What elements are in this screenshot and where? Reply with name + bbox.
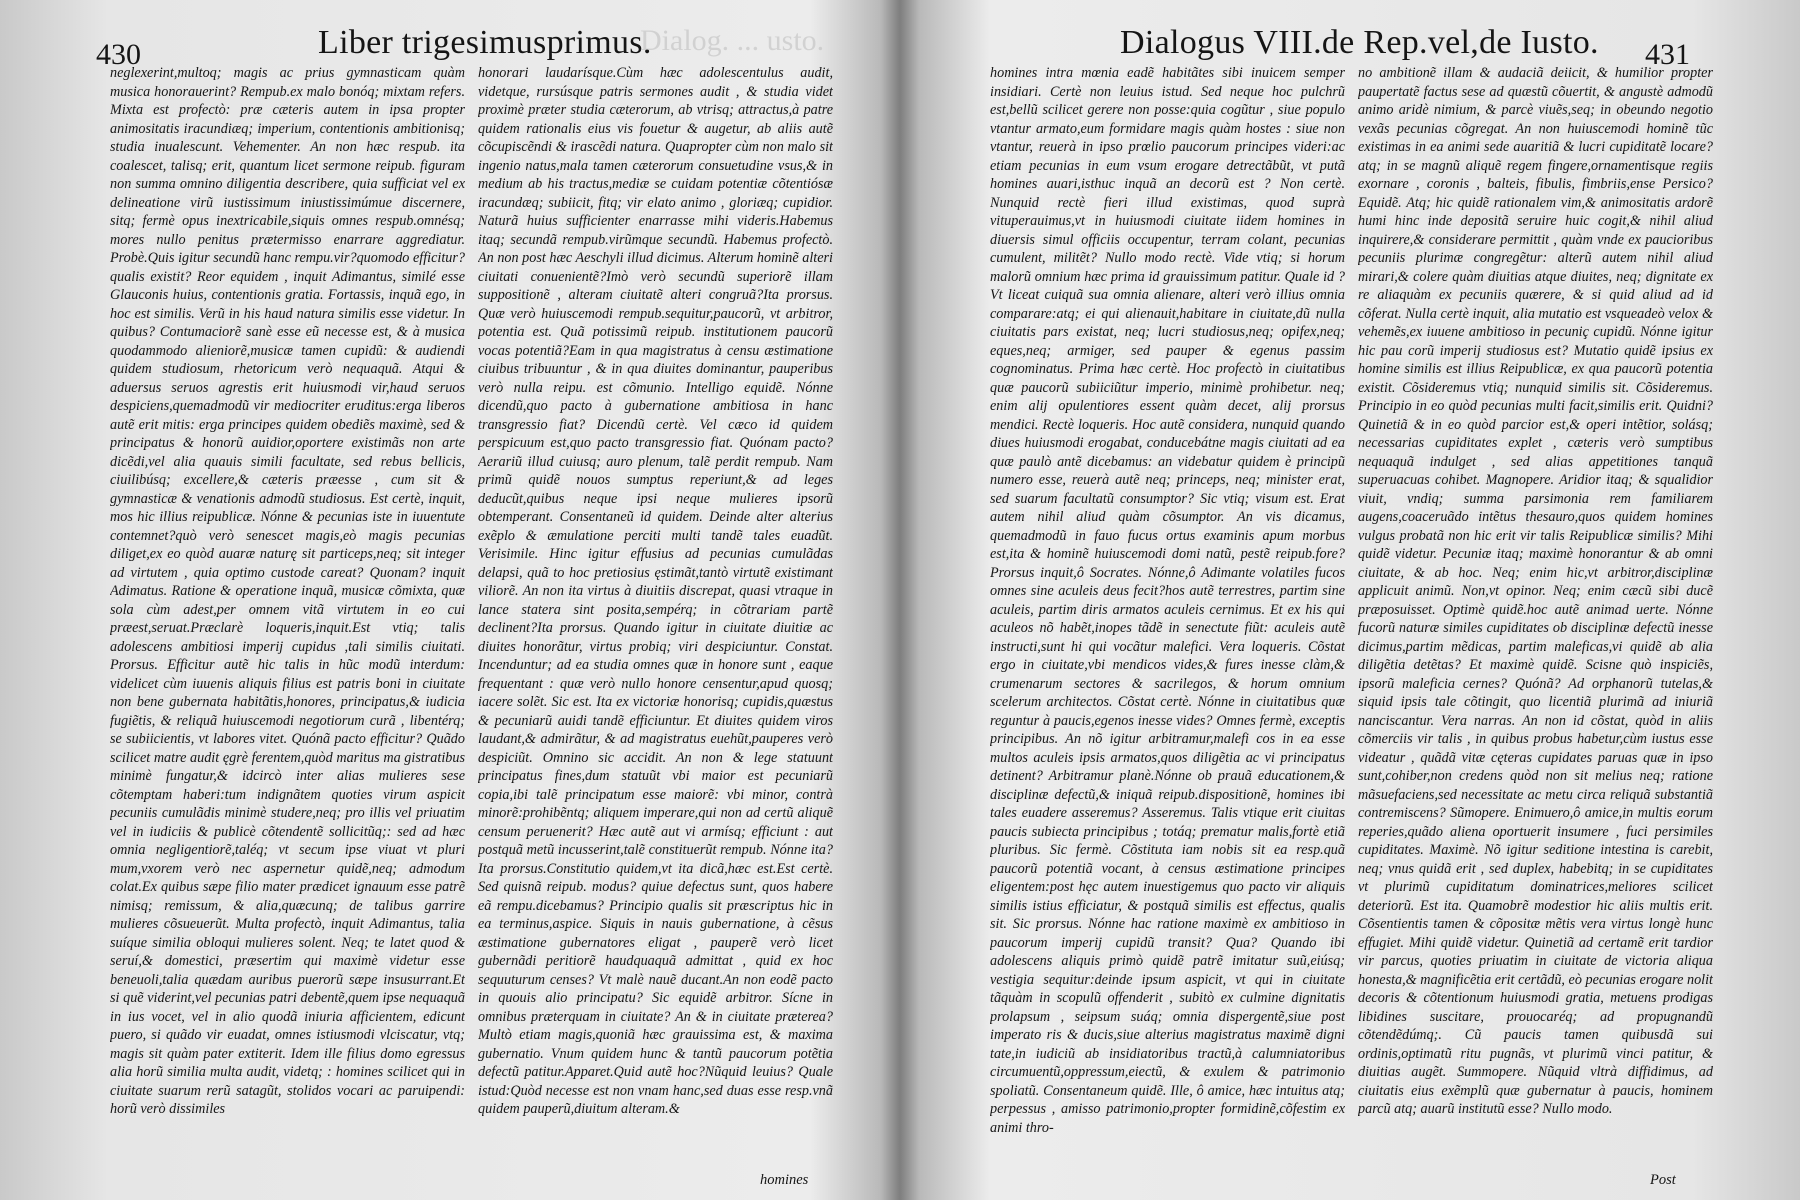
- left-page: [0, 0, 890, 1200]
- left-page-number: 430: [96, 38, 141, 71]
- left-page-column-2: honorari laudarísque.Cùm hæc adolescentulus audit, videtque, rursúsque patris sermones audit , & studia videt proximè præter studia cæterorum, ab vtrisq; attractus,à patre quidem rationalis eius vis fouetur & augetur, ab aliis autẽ cõcupiscẽndi & irascẽdi natura. Quapropter cùm non malo sit ingenio natus,mala tamen cæterorum consuetudine vsus,& in medium ab his tractus,mediæ se cuidam potentiæ cõtentiósæ iracundæq; subiicit, fitq; vir elato animo , gloriæq; cupidior. Naturã huius sufficienter enarrasse mihi videris.Habemus itaq; secundã rempub.virũmque secundũ. Habemus profectò. An non post hæc Aeschyli illud dicimus. Alterum hominẽ alteri ciuitati conuenientẽ?Imò verò secundũ superiorẽ illam suppositionẽ , alteram ciuitatẽ alteri congruã?Ita prorsus. Quæ verò huiuscemodi rempub.sequitur,paucorũ, vt arbitror, potentia est. Quã potissimũ reipub. institutionem paucorũ vocas potentiã?Eam in qua magistratus à censu æstimatione ciuibus tribuuntur , & in qua diuites dominantur, pauperibus verò nulla reipu. est cõmunio. Intelligo equidẽ. Nónne dicendũ,quo pacto à gubernatione ambitiosa in hanc transgressio fiat? Dicendũ certè. Vel cæco id quidem perspicuum est,quo pacto transgressio fiat. Quónam pacto?Aerariũ illud cuiusq; auro plenum, talẽ perdit rempub. Nam primũ quidẽ nouos sumptus reperiunt,& ad leges deducũt,quibus neque ipsi neque mulieres ipsorũ obtemperant. Consentaneũ id quidem. Deinde alter alterius exẽplo & æmulatione perciti multi tandẽ tales euadũt. Verisimile. Hinc igitur effusius ad pecunias cumulãdas delapsi, quã to hoc pretiosius ęstimãt,tantò virtutẽ existimant viliorẽ. An non ita virtus à diuitiis discrepat, quasi vtraque in lance statera sint posita,sempérq; in cõtrariam partẽ declinent?Ita prorsus. Quando igitur in ciuitate diuitiæ ac diuites honorãtur, virtus probiq; viri despiciuntur. Constat. Incenduntur; ad ea studia omnes quæ in honore sunt , eaque frequentant : quæ verò nullo honore censentur,apud quosq; iacere solẽt. Sic est. Ita ex victoriæ honorisq; cupidis,quæstus & pecuniarũ auidi tandẽ efficiuntur. Et diuites quidem viros laudant,& admirãtur, & ad magistratus euehũt,pauperes verò despiciũt. Omnino sic accidit. An non & lege statuunt principatus fines,dum statuũt vbi maior est pecuniarũ copia,ibi talẽ principatum esse maiorẽ: vbi minor, contrà minorẽ:prohibẽntq; aliquem imperare,qui non ad certũ aliquẽ censum peruenerit? Hæc autẽ aut vi armísq; efficiunt : aut postquã metũ incusserint,talẽ constituerũt rempub. Nónne ita?Ita prorsus.Constitutio quidem,vt ita dicã,hæc est.Est certè. Sed quisnã reipub. modus? quiue defectus sunt, quos habere eã rempu.dicebamus? Principio qualis sit præscriptus hic in ea terminus,aspice. Siquis in nauis gubernatione, à cẽsus æstimatione gubernatores eligat , pauperẽ verò licet gubernãdi peritiorẽ haudquaquã admittat , quid ex hoc sequuturum censes? Vt malè nauẽ ducant.An non eodẽ pacto in quouis alio principatu? Sic equidẽ arbitror. Sícne in omnibus præterquam in ciuitate? An & in ciuitate præterea? Multò etiam magis,quoniã hæc grauissima est, & maxima gubernatio. Vnum quidem hunc & tantũ paucorum potẽtia defectũ patitur.Apparet.Quid autẽ hoc?Nũquid leuius? Quale istud:Quòd necesse est non vnam hanc,sed duas esse resp.vnã quidem pauperũ,diuitum alteram.&: [478, 65, 833, 1117]
- right-running-head: Dialogus VIII.de Rep.vel,de Iusto.: [1120, 24, 1599, 61]
- left-running-head: Liber trigesimusprimus.: [318, 24, 652, 61]
- right-page-number: 431: [1645, 38, 1690, 71]
- right-page-column-1: homines intra mœnia eadẽ habitãtes sibi inuicem semper insidiari. Certè non leuius istud. Sed neque hoc pulchrũ est,bellũ scilicet gerere non posse:quia cogũtur , siue populo vtantur armato,eum formidare magis quàm hostes : siue non vtantur, reuerà in ipso prœlio paucorum principes videri:ac etiam pecunias in eum vsum erogare detrectãbũt, vt putã homines auari,isthuc inquã an decorũ est ? Non certè. Nunquid rectè fieri illud existimas, quod suprà vituperauimus,vt in huiusmodi ciuitate iidem homines in diuersis simul officiis occupentur, terram colant, pecunias cumulent, militẽt? Nullo modo rectè. Vide vtiq; si horum malorũ omnium hæc prima id grauissimum patitur. Quale id ? Vt liceat cuiquã sua omnia alienare, alteri verò illius omnia comparare:atq; ei qui alienauit,habitare in ciuitate,dũ nulla ciuitatis pars existat, neq; lucri studiosus,neq; opifex,neq; eques,neq; armiger, sed pauper & egenus passim cognominatus. Prima hæc certè. Hoc profectò in ciuitatibus quæ paucorũ subiiciũtur imperio, minimè prohibetur. neq; enim alij opulentiores essent quàm decet, alij prorsus mendici. Rectè loqueris. Hoc autẽ considera, nunquid quando diues huiusmodi erogabat, conducebátne magis ciuitati ad ea quæ paulò antẽ dicebamus: an videbatur quidem è principũ numero esse, reuerà autẽ neq; princeps, neq; minister erat, sed suarum facultatũ consumptor? Sic vtiq; visum est. Erat autem nihil aliud quàm cõsumptor. An vis dicamus, quemadmodũ in fauo fucus ortus examinis apum morbus est,ita & hominẽ huiuscemodi domi natũ, pestẽ reipub.fore? Prorsus inquit,ô Socrates. Nónne,ô Adimante volatiles fucos omnes sine aculeis deus fecit?hos autẽ terrestres, partim sine aculeis, partim diris armatos aculeis cernimus. Et ex his qui aculeos nõ habẽt,inopes tãdẽ in senectute fiũt: aculeis autẽ instructi,sunt hi qui vocãtur malefici. Vera loqueris. Cõstat ergo in ciuitate,vbi mendicos vides,& fures inesse clàm,& crumenarum sectores & sacrilegos, & horum omnium scelerum architectos. Cõstat certè. Nónne in ciuitatibus quæ reguntur à paucis,egenos inesse vides? Omnes fermè, exceptis principibus. An nõ igitur arbitramur,malefi cos in ea esse multos aculeis ipsis armatos,quos diligẽtia ac vi principatus detinent? Arbitramur planè.Nónne ob prauã educationem,& disciplinæ defectũ,& iniquã reipub.dispositionẽ, homines ibi tales euadere asseremus? Asseremus. Talis vtique erit ciuitas paucis subiecta principibus ; totáq; prematur malis,fortè etiã pluribus. Sic fermè. Cõstituta iam nobis sit ea resp.quã paucorũ potentiã vocant, à census æstimatione principes eligentem:post hęc autem inuestigemus quo pacto vir aliquis similis istius efficiatur, & postquã similis est effectus, qualis sit. Sic prorsus. Nónne hac ratione maximè ex ambitioso in paucorum imperij cupidũ transit? Qua? Quando ibi adolescens aliquis primò quidẽ patrẽ imitatur suũ,eiúsq; vestigia sequitur:deinde ipsum aspicit, vt qui in ciuitate tãquàm in scopulũ offenderit , subitò ex culmine dignitatis prolapsum , seipsum suáq; omnia dispergentẽ,siue post imperato ris & ducis,siue alterius magistratus maximẽ digni tate,in iudiciũ ab insidiatoribus tractũ,à calumniatoribus circumuentũ,oppressum,eiectũ, & exulem & patrimonio spoliatũ. Consentaneum quidẽ. Ille, ô amice, hæc intuitus atq; perpessus , amisso patrimonio,propter formidinẽ,cõfestim ex animi thro-: [990, 65, 1345, 1136]
- right-catchword: Post: [1650, 1172, 1676, 1188]
- left-show-through-head: Dialog. ... usto.: [640, 24, 825, 57]
- left-catchword: homines: [760, 1172, 809, 1188]
- right-page-column-2: no ambitionẽ illam & audaciã deiicit, & humilior propter paupertatẽ factus sese ad quæstũ cõuertit, & angustè admodũ animo aridè nimium, & parcè viuẽs,seq; in obeundo negotio vexãs pecunias cõgregat. An non huiuscemodi hominẽ tũc existimas in ea animi sede auaritiã & lucri cupiditatẽ locare? atq; in se magnũ aliquẽ regem fingere,ornamentisque regiis exornare , coronis , balteis, fibulis, fimbriis,ense Persico? Equidẽ. Atq; hic quidẽ rationalem vim,& animositatis ardorẽ humi hinc inde depositã seruire huic cogit,& nihil aliud inquirere,& considerare permittit , quàm vnde ex paucioribus pecuniis plurimæ congregẽtur: alterũ autem nihil aliud mirari,& colere quàm diuitias atque diuites, neq; dignitate ex re aliaquàm ex pecuniis quærere, & si quid aliud ad id cõferat. Nulla certè inquit, alia mutatio est vsqueadeò velox & vehemẽs,ex iuuene ambitioso in pecuniç cupidũ. Nónne igitur hic pau corũ imperij studiosus est? Mutatio quidẽ ipsius ex homine similis est illius Reipublicæ, ex qua paucorũ potentia existit. Cõsideremus vtiq; nunquid similis sit. Cõsideremus. Principio in eo quòd pecunias multi facit,similis erit. Quidni? Quinetiã & in eo quòd parcior est,& operi intẽtior, solásq; necessarias cupiditates explet , cæteris verò sumptibus nequaquã indulget , sed alias appetitiones tanquã superuacuas cohibet. Magnopere. Aridior itaq; & squalidior viuit, vndiq; summa parsimonia rem familiarem augens,coaceruãdo intẽtus thesauro,quos quidem homines vulgus probatã non hic erit vir talis Reipublicæ similis? Mihi quidẽ videtur. Pecuniæ itaq; maximè honorantur & ab omni ciuitate, & ab hoc. Neq; enim hic,vt arbitror,disciplinæ applicuit animũ. Non,vt opinor. Neq; enim cæcũ sibi ducẽ præposuisset. Optimè quidẽ.hoc autẽ animad uerte. Nónne fucorũ naturæ similes cupiditates ob disciplinæ defectũ inesse dicimus,partim mẽdicas, partim maleficas,vi quidẽ ab alia diligẽtia detẽtas? Et maximè quidẽ. Scisne quò inspiciẽs, ipsorũ maleficia cernes? Quónã? Ad orphanorũ tutelas,& siquid ipsis tale cõtingit, quo licentiã plurimã ad iniuriã nanciscantur. Vera narras. An non id cõstat, quòd in aliis cõmerciis vir talis , in quibus probus habetur,cùm iustus esse videatur , quãdã vitæ cęteras cupidates paruas quæ in ipso sunt,cohiber,non credens quòd non sit melius neq; ratione mãsuefaciens,sed necessitate ac metu circa reliquã substantiã contremiscens? Sũmopere. Enimuero,ô amice,in multis eorum reperies,quãdo aliena oportuerit insumere , fuci persimiles cupiditates. Maximè. Nõ igitur seditione intestina is carebit, neq; vnus quidã erit , sed duplex, habebitq; in se cupiditates vt plurimũ cupiditatum dominatrices,meliores scilicet deteriorũ. Est ita. Quamobrẽ modestior hic aliis multis erit. Cõsentientis tamen & cõpositæ mẽtis vera virtus longè hunc effugiet. Mihi quidẽ videtur. Quinetiã ad certamẽ erit tardior vir parcus, quoties priuatim in ciuitate de victoria aliqua honesta,& magnificẽtia erit certãdũ, eò pecunias erogare nolit decoris & cõtentionum huiusmodi gratia, metuens prodigas libidines suscitare, prouocaréq; ad propugnandũ cõtendẽdúmq;. Cũ paucis tamen quibusdã sui ordinis,optimatũ ritu pugnãs, vt plurimũ vinci patitur, & diuitias augẽt. Summopere. Nũquid vltrà diffidimus, ad ciuitatis eius exẽmplũ quæ gubernatur à paucis, hominem parcũ atq; auarũ institutũ esse? Nullo modo.: [1358, 65, 1713, 1117]
- right-page: [910, 0, 1800, 1200]
- left-page-column-1: neglexerint,multoq; magis ac prius gymnasticam quàm musica honorauerint? Rempub.ex malo bonóq; mixtam refers. Mixta est profectò: præ cæteris autem in ipsa propter animositatis iracundiæq; imperium, contentionis ambitionisq; studia inualescunt. Vehementer. An non hæc respub. ita coalescet, talisq; erit, quantum licet sermone reipub. figuram non summa omnino diligentia describere, quia sufficiat vel ex delineatione virũ iustissimum iniustissimúmue discernere, sitq; fermè opus inextricabile,siquis omnes respub.omnésq; mores nullo penitus prætermisso enarrare aggrediatur. Probè.Quis igitur secundũ hanc rempu.vir?quomodo efficitur?qualis existit? Reor equidem , inquit Adimantus, similé esse Glauconis huius, contentionis gratia. Fortassis, inquã ego, in hoc est similis. Verũ in his haud natura similis esse videtur. In quibus? Contumaciorẽ sanè esse eũ necesse est, & à musica quodammodo alieniorẽ,musicæ tamen cupidũ: & audiendi quidem studiosum, rhetoricum verò nequaquã. Atqui & aduersus seruos agrestis erit huiusmodi vir,haud seruos despiciens,quemadmodũ vir mediocriter eruditus:erga liberos autẽ erit mitis: erga principes quidem obediẽs maximè, sed & principatus & honorũ auidior,oportere existimãs non arte dicẽdi,vel alia quauis simili facultate, sed rebus bellicis, ciuilibúsq; excellere,& cæteris præesse , cum sit & gymnasticæ & venationis admodũ studiosus. Est certè, inquit, mos hic illius reipublicæ. Nónne & pecunias iste in iuuentute contemnet?quò verò senescet magis,eò magis pecunias diliget,ex eo quòd auaræ naturę sit particeps,neq; sit integer ad virtutem , quia optimo custode careat? Quonam? inquit Adimatus. Ratione & operatione inquã, musicæ cõmixta, quæ sola cùm adest,per omnem vitã virtutem in eo cui præest,seruat.Præclarè loqueris,inquit.Est vtiq; talis adolescens ambitiosi imperij cupidus ,tali similis ciuitati. Prorsus. Efficitur autẽ hic talis in hũc modũ interdum: videlicet cùm iuuenis aliquis filius est patris boni in ciuitate non bene gubernata habitãtis,honores, principatus,& iudicia fugiẽtis, & reliquã huiuscemodi negotiorum curã , libentérq; se subiicientis, vt labores vitet. Quónã pacto efficitur? Quãdo scilicet matre audit ęgrè ferentem,quòd maritus ma gistratibus minimè fungatur,& idcircò inter alias mulieres sese cõtemptam haberi:tum indignãtem quoties virum aspicit pecuniis cumulãdis minimè studere,neq; pro illis vel priuatim vel in iudiciis & publicè cõtendentẽ sollicitũq;: sed ad hæc omnia negligentiorẽ,taléq; vt secum ipse viuat vt pluri mum,vxorem verò nec aspernetur quidẽ,neq; admodum colat.Ex quibus sæpe filio mater prædicet ignauum esse patrẽ nimisq; remissum, & alia,quæcunq; de talibus garrire mulieres cõsueuerũt. Multa profectò, inquit Adimantus, talia suíque similia obloqui mulieres solent. Neq; te latet quod & seruí,& domestici, præsertim qui maximè videtur esse beneuoli,talia quædam auribus puerorũ sæpe insusurrant.Et si quẽ viderint,vel pecunias patri debentẽ,quem ipse nequaquã in ius vocet, vel in alio quodã iniuria afficientem, edicunt puero, si quãdo vir euadat, omnes istiusmodi vlciscatur, vtq; magis sit quàm pater extiterit. Idem ille filius domo egressus alia horũ similia multa audit, videtq; : homines scilicet qui in ciuitate suarum rerũ satagũt, stolidos vocari ac paruipendi: horũ verò dissimiles: [110, 65, 465, 1117]
